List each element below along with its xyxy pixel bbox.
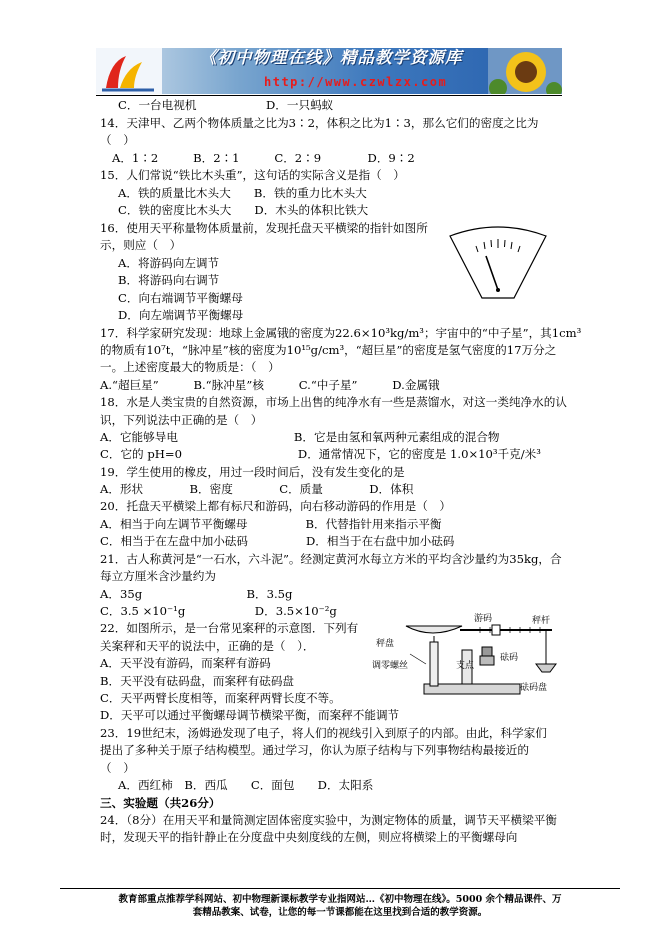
text-line: 识，下列说法中正确的是（ ） bbox=[100, 413, 263, 427]
text-line: A．相当于向左调节平衡螺母 B．代替指针用来指示平衡 bbox=[100, 517, 442, 531]
balance-pointer-figure bbox=[446, 222, 550, 304]
text-line: A．西红柿 B．西瓜 C．面包 D．太阳系 bbox=[118, 778, 374, 792]
text-line: 时，发现天平的指针静止在分度盘中央刻度线的左侧，则应将横梁上的平衡螺母向 bbox=[100, 830, 518, 844]
platform-scale-figure bbox=[370, 612, 570, 704]
question-14: 14．天津甲、乙两个物体质量之比为3∶2，体积之比为1∶3，那么它们的密度之比为 bbox=[100, 116, 539, 130]
footer-line-1: 教育部重点推荐学科网站、初中物理新课标教学专业指网站…《初中物理在线》。5000 余个精品课件、万 bbox=[118, 894, 562, 905]
question-21: 21．古人称黄河是“一石水，六斗泥”。经测定黄河水每立方米的平均含沙量约为35kg，合 bbox=[100, 552, 562, 566]
text-line: C．铁的密度比木头大 D．木头的体积比铁大 bbox=[118, 203, 369, 217]
text-line: C．向右端调节平衡螺母 bbox=[118, 291, 243, 305]
question-20: 20．托盘天平横梁上都有标尺和游码，向右移动游码的作用是（ ） bbox=[100, 499, 451, 513]
scale-label-fulcrum: 支点 bbox=[456, 661, 475, 671]
text-line: C．天平两臂长度相等，而案秤两臂长度不等。 bbox=[100, 691, 341, 705]
scale-label-zero-screw: 调零螺丝 bbox=[372, 661, 409, 671]
logo-icon bbox=[96, 48, 162, 94]
text-line: A．35g B．3.5g bbox=[100, 587, 293, 601]
text-line: A．它能够导电 B．它是由氢和氧两种元素组成的混合物 bbox=[100, 430, 500, 444]
banner-title: 《初中物理在线》精品教学资源库 bbox=[200, 48, 463, 67]
question-16: 16．使用天平称量物体质量前，发现托盘天平横梁的指针如图所 bbox=[100, 221, 428, 235]
question-18: 18．水是人类宝贵的自然资源，市场上出售的纯净水有一些是蒸馏水，对这一类纯净水的认 bbox=[100, 395, 567, 409]
text-line: B．将游码向右调节 bbox=[118, 273, 220, 287]
text-line: 关案秤和天平的说法中，正确的是（ ）． bbox=[100, 639, 315, 653]
text-line: A.“超巨星” B.“脉冲星”核 C.“中子星” D.金属锇 bbox=[100, 378, 440, 392]
text-line: A．1∶2 B．2∶1 C．2∶9 D．9∶2 bbox=[112, 151, 415, 165]
site-logo bbox=[96, 48, 162, 94]
scale-label-weight: 砝码 bbox=[500, 653, 519, 663]
text-line: 提出了多种关于原子结构模型。通过学习，你认为原子结构与下列事物结构最接近的 bbox=[100, 743, 529, 757]
sunflower-icon bbox=[488, 48, 562, 94]
header-rule bbox=[96, 95, 562, 96]
text-line: D．向左端调节平衡螺母 bbox=[118, 308, 244, 322]
scale-label-beam: 秤杆 bbox=[532, 616, 551, 626]
question-17: 17．科学家研究发现：地球上金属锇的密度为22.6×10³kg/m³；宇宙中的“中子星”，其1cm³ bbox=[100, 326, 582, 340]
banner-url: http://www.czwlzx.com bbox=[264, 75, 448, 89]
question-22: 22．如图所示，是一台常见案秤的示意图．下列有 bbox=[100, 621, 359, 635]
text-line: （ ） bbox=[100, 133, 135, 147]
question-24: 24．（8分）在用天平和量筒测定固体密度实验中，为测定物体的质量，调节天平横梁平衡 bbox=[100, 813, 557, 827]
text-line: A．将游码向左调节 bbox=[118, 256, 220, 270]
text-line: A．形状 B．密度 C．质量 D．体积 bbox=[100, 482, 414, 496]
text-line: D．天平可以通过平衡螺母调节横梁平衡，而案秤不能调节 bbox=[100, 708, 400, 722]
footer-line-2: 套精品教案、试卷，让您的每一节课都能在这里找到合适的教学资源。 bbox=[192, 907, 488, 918]
section-heading: 三、实验题（共26分） bbox=[100, 796, 221, 810]
scale-label-rider: 游码 bbox=[474, 614, 493, 624]
text-line: B．天平没有砝码盘，而案秤有砝码盘 bbox=[100, 674, 295, 688]
text-line: C．一台电视机 D．一只蚂蚁 bbox=[118, 98, 334, 112]
text-line: （ ） bbox=[100, 761, 135, 775]
text-line: A．天平没有游码，而案秤有游码 bbox=[100, 656, 271, 670]
question-19: 19．学生使用的橡皮，用过一段时间后，没有发生变化的是 bbox=[100, 465, 405, 479]
scale-label-pan: 秤盘 bbox=[376, 639, 395, 649]
text-line: C．相当于在左盘中加小砝码 D．相当于在右盘中加小砝码 bbox=[100, 534, 455, 548]
text-line: C．3.5 ×10⁻¹g D．3.5×10⁻²g bbox=[100, 604, 337, 618]
question-15: 15．人们常说“铁比木头重”，这句话的实际含义是指（ ） bbox=[100, 168, 405, 182]
text-line: 示，则应（ ） bbox=[100, 238, 182, 252]
page-footer bbox=[60, 888, 620, 919]
text-line: 一。上述密度最大的物质是：（ ） bbox=[100, 360, 280, 374]
question-23: 23．19世纪末，汤姆逊发现了电子，将人们的视线引入到原子的内部。由此，科学家们 bbox=[100, 726, 547, 740]
text-line: C．它的 pH=0 D．通常情况下，它的密度是 1.0×10³千克/米³ bbox=[100, 447, 541, 461]
text-line: 的物质有10⁷t，“脉冲星”核的密度为10¹⁵g/cm³，“超巨星”的密度是氢气密度的17万分之 bbox=[100, 343, 557, 357]
site-banner bbox=[96, 48, 562, 94]
scale-label-weight-tray: 砝码盘 bbox=[520, 683, 548, 693]
text-line: 每立方厘米含沙量约为 bbox=[100, 569, 216, 583]
text-line: A．铁的质量比木头大 B．铁的重力比木头大 bbox=[118, 186, 367, 200]
